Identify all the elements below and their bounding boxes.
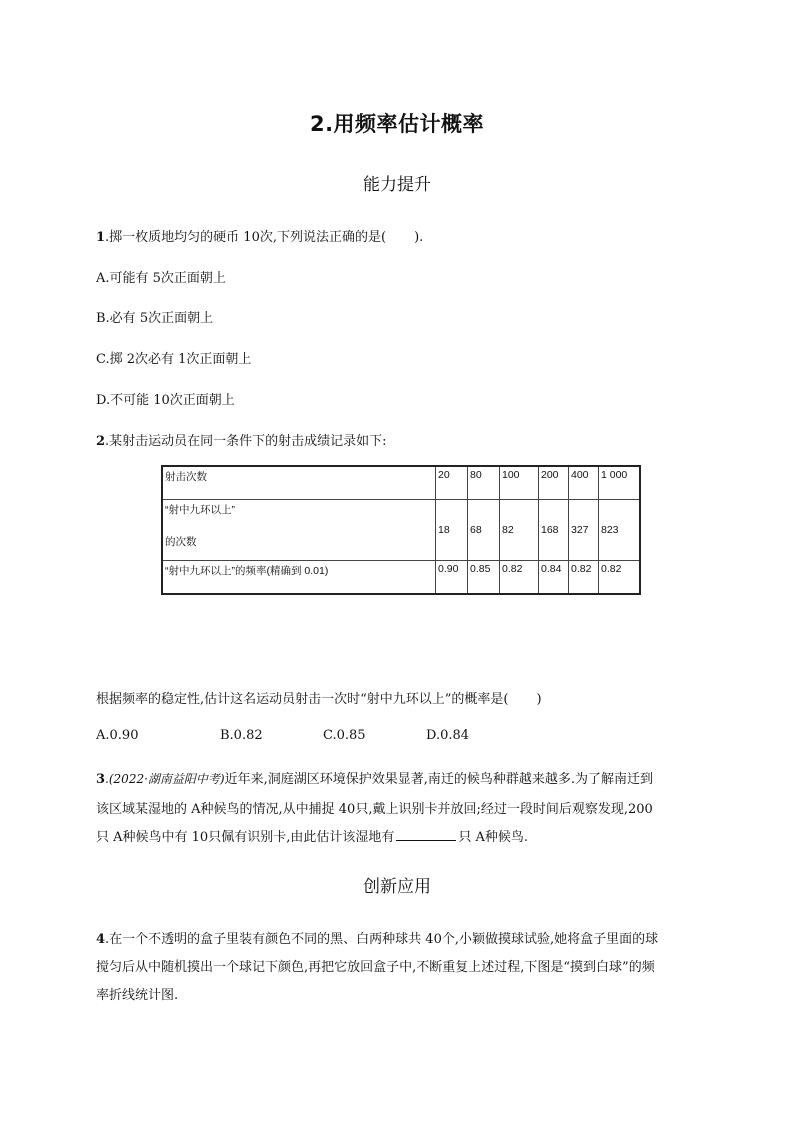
question-3-source: .(2022·湖南益阳中考) [105, 772, 225, 786]
table-cell: 200 [539, 466, 569, 500]
table-row [162, 561, 640, 595]
row-label-hits [162, 500, 436, 561]
question-4-line3: 率折线统计图. [96, 988, 179, 1003]
table-cell: 20 [436, 466, 468, 500]
table-cell: 68 [468, 500, 500, 561]
table-row [162, 466, 640, 500]
question-1-option-a: A.可能有 5次正面朝上 [96, 271, 226, 286]
question-4-line1 [96, 928, 658, 947]
question-3-line3 [96, 826, 528, 845]
section-heading-ability: 能力提升 [363, 175, 431, 195]
question-3-number: 3 [96, 772, 106, 787]
question-4-text-1: .在一个不透明的盒子里装有颜色不同的黑、白两种球共 40个,小颖做摸球试验,她将盒子里面的球 [105, 932, 659, 947]
question-1-option-b: B.必有 5次正面朝上 [96, 311, 214, 326]
question-1-close: ). [414, 230, 424, 245]
table-cell: 0.82 [599, 561, 641, 595]
question-2-close: ) [536, 692, 542, 707]
table-cell: 400 [569, 466, 599, 500]
table-cell: 0.85 [468, 561, 500, 595]
table-cell: 0.82 [569, 561, 599, 595]
table-cell: 82 [500, 500, 539, 561]
question-3-text-3b: 只 A种候鸟. [458, 830, 528, 845]
question-2-stem [96, 430, 387, 449]
row-label-shots: 射击次数 [162, 466, 436, 500]
question-2-number: 2 [96, 434, 106, 449]
table-cell: 0.82 [500, 561, 539, 595]
table-cell: 100 [500, 466, 539, 500]
question-4-number: 4 [96, 932, 106, 947]
question-1-text: .掷一枚质地均匀的硬币 10次,下列说法正确的是( [105, 230, 387, 245]
question-2-text: .某射击运动员在同一条件下的射击成绩记录如下: [105, 434, 387, 449]
row-label-hits-line2: 的次数 [165, 536, 197, 548]
table-cell: 0.84 [539, 561, 569, 595]
question-1-option-d: D.不可能 10次正面朝上 [96, 393, 235, 408]
question-1-option-c: C.掷 2次必有 1次正面朝上 [96, 352, 252, 367]
question-4-line2: 搅匀后从中随机摸出一个球记下颜色,再把它放回盒子中,不断重复上述过程,下图是“摸到白球”的频 [96, 960, 655, 975]
answer-blank[interactable] [396, 828, 456, 841]
shooting-record-table [161, 465, 641, 595]
table-cell: 823 [599, 500, 641, 561]
section-heading-innovation: 创新应用 [363, 877, 431, 897]
question-3-line1 [96, 768, 653, 787]
question-2-option-c: C.0.85 [323, 728, 366, 743]
row-label-frequency: “射中九环以上”的频率(精确到 0.01) [162, 561, 436, 595]
question-1-stem [96, 226, 423, 245]
row-label-hits-line1: “射中九环以上” [165, 504, 235, 516]
table-cell: 18 [436, 500, 468, 561]
question-2-option-b: B.0.82 [220, 728, 263, 743]
question-3-text-1: 近年来,洞庭湖区环境保护效果显著,南迁的候鸟种群越来越多.为了解南迁到 [224, 772, 653, 787]
question-3-text-3a: 只 A种候鸟中有 10只佩有识别卡,由此估计该湿地有 [96, 830, 395, 845]
question-3-line2: 该区域某湿地的 A种候鸟的情况,从中捕捉 40只,戴上识别卡并放回;经过一段时间后观察发现,200 [96, 802, 653, 817]
question-2-option-d: D.0.84 [426, 728, 470, 743]
table-cell: 327 [569, 500, 599, 561]
table-cell: 168 [539, 500, 569, 561]
table-cell: 1 000 [599, 466, 641, 500]
table-cell: 0.90 [436, 561, 468, 595]
question-2-option-a: A.0.90 [96, 728, 139, 743]
table-cell: 80 [468, 466, 500, 500]
question-2-question [96, 688, 542, 707]
question-1-number: 1 [96, 230, 106, 245]
page-title: 2.用频率估计概率 [309, 112, 485, 136]
question-2-question-text: 根据频率的稳定性,估计这名运动员射击一次时“射中九环以上”的概率是( [96, 692, 509, 707]
table-row [162, 500, 640, 561]
